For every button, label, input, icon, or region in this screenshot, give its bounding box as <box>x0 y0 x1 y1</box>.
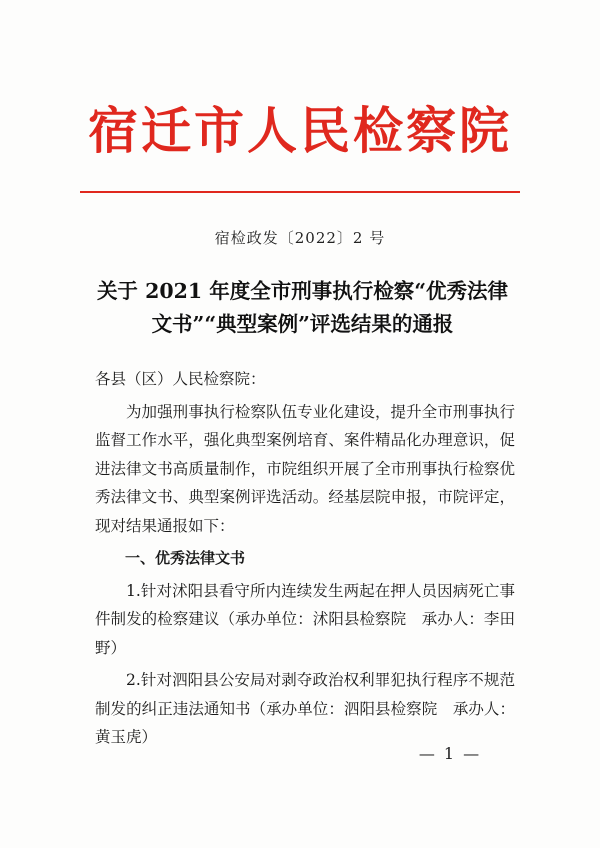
list-item: 2.针对泗阳县公安局对剥夺政治权利罪犯执行程序不规范制发的纠正违法通知书（承办单位：泗阳县检察院 承办人：黄玉虎） <box>95 671 515 746</box>
page-number: — 1 — <box>418 744 482 763</box>
salutation: 各县（区）人民检察院： <box>95 370 266 388</box>
doc-number: 宿检政发〔2022〕2 号 <box>214 229 386 247</box>
document-body <box>95 365 515 756</box>
org-title: 宿迁市人民检察院 <box>88 101 512 160</box>
list-item: 1.针对沭阳县看守所内连续发生两起在押人员因病死亡事件制发的检察建议（承办单位：沭阳县检察院 承办人：李田野） <box>95 581 515 657</box>
doc-title: 关于 2021 年度全市刑事执行检察“优秀法律文书”“典型案例”评选结果的通报 <box>96 279 509 336</box>
section-heading: 一、优秀法律文书 <box>125 549 246 567</box>
intro-paragraph: 为加强刑事执行检察队伍专业化建设，提升全市刑事执行监督工作水平，强化典型案例培育、案件精品化办理意识，促进法律文书高质量制作，市院组织开展了全市刑事执行检察优秀法律文书、典型案例评选活动。经基层院申报，市院评定，现对结果通报如下： <box>95 402 515 535</box>
red-header-rule <box>80 191 520 193</box>
